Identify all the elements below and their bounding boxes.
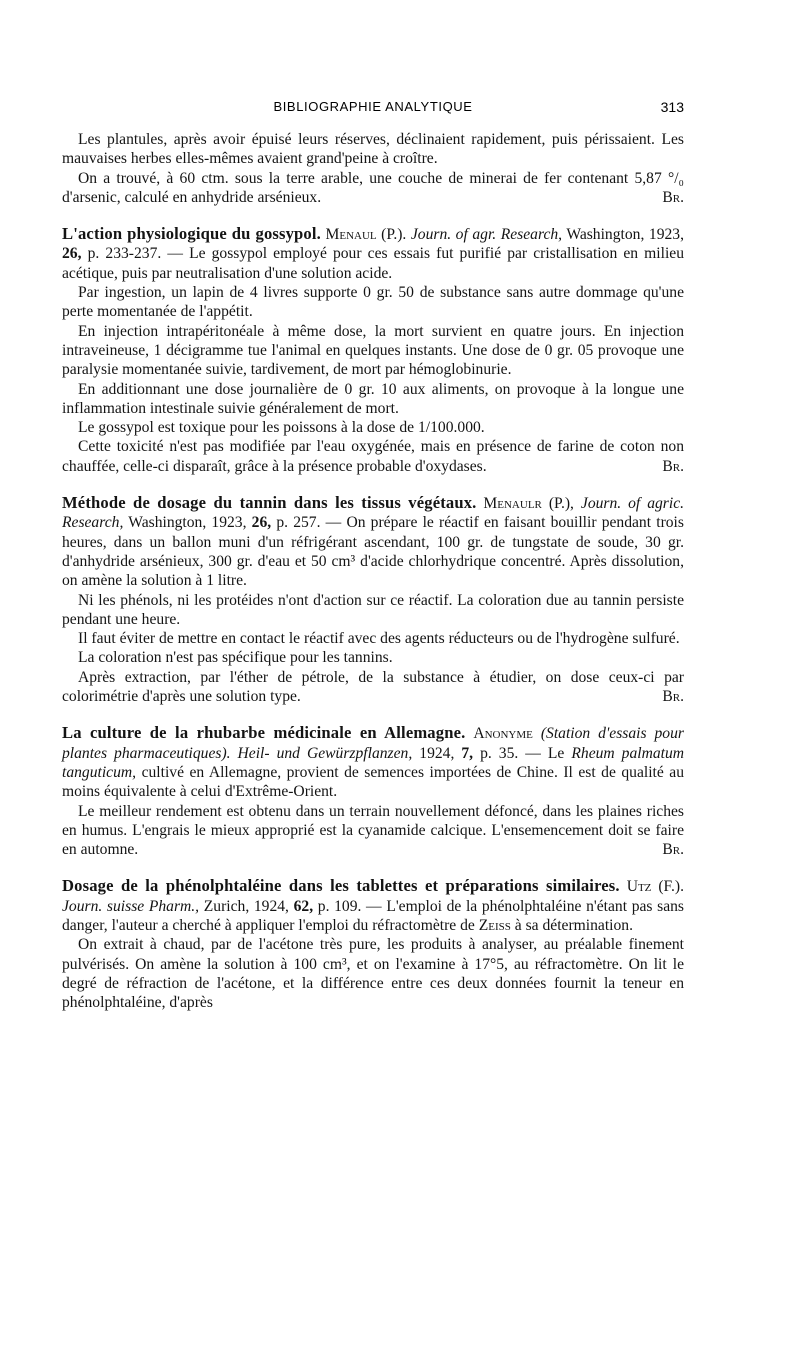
article-lead: [62, 876, 684, 935]
article-title: La culture de la rhubarbe médicinale en Allemagne.: [62, 723, 466, 743]
article-volume: 62,: [293, 897, 314, 915]
article-volume: 26,: [62, 245, 82, 263]
article-rhubarbe: [62, 723, 684, 859]
intro-paragraph-2-text: On a trouvé, à 60 ctm. sous la terre arable, une couche de minerai de fer contenant 5,87 °/₀ d'arsenic, calculé en anhydride arsénieux.: [62, 169, 684, 206]
article-gossypol: [62, 224, 684, 476]
article-species: Rheum palmatum tanguticum,: [62, 744, 685, 781]
article-tannin: [62, 493, 684, 706]
article-paragraph: Ni les phénols, ni les protéides n'ont d'action sur ce réactif. La coloration due au tannin persiste pendant une heure.: [62, 591, 684, 628]
intro-section: [62, 130, 684, 207]
article-lead: [62, 493, 684, 590]
article-journal: Journ. suisse Pharm.,: [62, 897, 200, 915]
article-paragraph: En additionnant une dose journalière de 0 gr. 10 aux aliments, on provoque à la longue une inflammation intestinale suivie généralement de mort.: [62, 380, 684, 417]
article-paragraph: La coloration n'est pas spécifique pour les tannins.: [78, 649, 393, 667]
article-pages: p. 35. —: [480, 744, 541, 762]
article-paragraph-text: Le meilleur rendement est obtenu dans un terrain nouvellement défoncé, dans les plaines riches en humus. L'engrais le mieux approprié est la cyanamide calcique. L'ensemencement doit se faire en automne.: [62, 802, 684, 859]
article-title: L'action physiologique du gossypol.: [62, 224, 321, 244]
article-volume: 7,: [461, 744, 474, 762]
article-paragraph: [62, 802, 684, 860]
page-body: [62, 130, 684, 1012]
intro-paragraph-2: [62, 169, 684, 208]
article-lead-text-b: cultivé en Allemagne, provient de semences importées de Chine. Il est de qualité au moins équivalente à celui d'Extrême-Orient.: [62, 763, 684, 801]
article-author: Menaul (P.).: [325, 226, 407, 244]
article-volume: 26,: [251, 514, 272, 532]
article-zeiss: Zeiss: [478, 916, 511, 934]
article-title: Méthode de dosage du tannin dans les tissus végétaux.: [62, 493, 477, 513]
article-place: Washington, 1923,: [128, 514, 247, 532]
article-lead-text: On prépare le réactif en faisant bouillir pendant trois heures, dans un ballon muni d'un réfrigérant ascendant, 100 gr. de tungstate de soude, 30 gr. d'anhydride arsénieux, 300 gr. d'eau et 50 cm³ d'acide chlorhydrique concentré. Après dissolution, on amène la solution à 1 litre.: [62, 514, 684, 590]
article-paragraph: Par ingestion, un lapin de 4 livres supporte 0 gr. 50 de substance sans autre dommage qu'une perte momentanée de l'appétit.: [62, 284, 684, 321]
article-pages: p. 257. —: [276, 514, 342, 532]
running-head: BIBLIOGRAPHIE ANALYTIQUE: [273, 99, 473, 114]
article-lead: [62, 224, 684, 283]
article-paragraph: Le gossypol est toxique pour les poissons à la dose de 1/100.000.: [78, 419, 485, 437]
article-paragraph: On extrait à chaud, par de l'acétone très pure, les produits à analyser, au préalable finement pulvérisés. On amène la solution à 100 cm³, et on l'examine à 17°5, au réfractomètre. On lit le degré de réfraction de l'acétone, et la différence entre ces deux données fournit la teneur en phénolphtaléine, d'après: [62, 936, 684, 1012]
article-paragraph-text: Cette toxicité n'est pas modifiée par l'eau oxygénée, mais en présence de farine de coton non chauffée, celle-ci disparaît, grâce à la présence probable d'oxydases.: [62, 438, 684, 475]
article-author: Utz (F.).: [626, 878, 684, 896]
article-paragraph: [62, 437, 684, 476]
signature: Br.: [662, 457, 684, 475]
article-paragraph: Il faut éviter de mettre en contact le réactif avec des agents réducteurs ou de l'hydrogène sulfuré.: [78, 630, 680, 648]
page-number: 313: [660, 99, 684, 115]
article-paragraph: [62, 668, 684, 707]
signature: Br.: [662, 188, 684, 206]
article-phenolphtaleine: [62, 876, 684, 1012]
article-place: Zurich, 1924,: [203, 897, 289, 915]
article-author: Menaulr (P.),: [483, 495, 574, 513]
article-pages: p. 109. —: [317, 897, 382, 915]
article-journal: Journ. of agr. Research,: [410, 226, 563, 244]
article-source: (Station d'essais pour plantes pharmaceutiques). Heil- und Gewürzpflanzen,: [62, 725, 684, 762]
article-place: Washington, 1923,: [566, 226, 684, 244]
signature: Br.: [662, 841, 684, 859]
article-lead: [62, 723, 684, 801]
article-journal: Journ. of agric. Research,: [62, 495, 685, 532]
article-paragraph: En injection intrapéritonéale à même dose, la mort survient en quatre jours. En injection intraveineuse, 1 décigramme tue l'animal en quelques instants. Une dose de 0 gr. 05 provoque une paralysie momentanée suivie, tardivement, de mort par hémoglobinurie.: [62, 322, 684, 379]
article-lead-text-b: à sa détermination.: [514, 916, 634, 934]
article-pages: p. 233-237. —: [87, 245, 183, 263]
article-lead-text: Le gossypol employé pour ces essais fut purifié par cristallisation en milieu acétique, puis par neutralisation d'une solution acide.: [62, 245, 684, 282]
page-header: [62, 99, 684, 121]
article-paragraph-text: Après extraction, par l'éther de pétrole, de la substance à étudier, on dose ceux-ci par colorimétrie d'après une solution type.: [62, 668, 684, 706]
article-title: Dosage de la phénolphtaléine dans les tablettes et préparations similaires.: [62, 876, 620, 896]
article-author: Anonyme: [473, 725, 533, 743]
article-lead-text-a: L'emploi de la phénolphtaléine n'étant pas sans danger, l'auteur a cherché à appliquer l'emploi du réfractomètre de: [62, 897, 684, 934]
article-lead-text-a: Le: [547, 744, 565, 762]
article-place: 1924,: [419, 744, 455, 762]
signature: Br.: [662, 688, 684, 706]
intro-paragraph-1: Les plantules, après avoir épuisé leurs réserves, déclinaient rapidement, puis périssaient. Les mauvaises herbes elles-mêmes avaient grand'peine à croître.: [62, 131, 684, 168]
